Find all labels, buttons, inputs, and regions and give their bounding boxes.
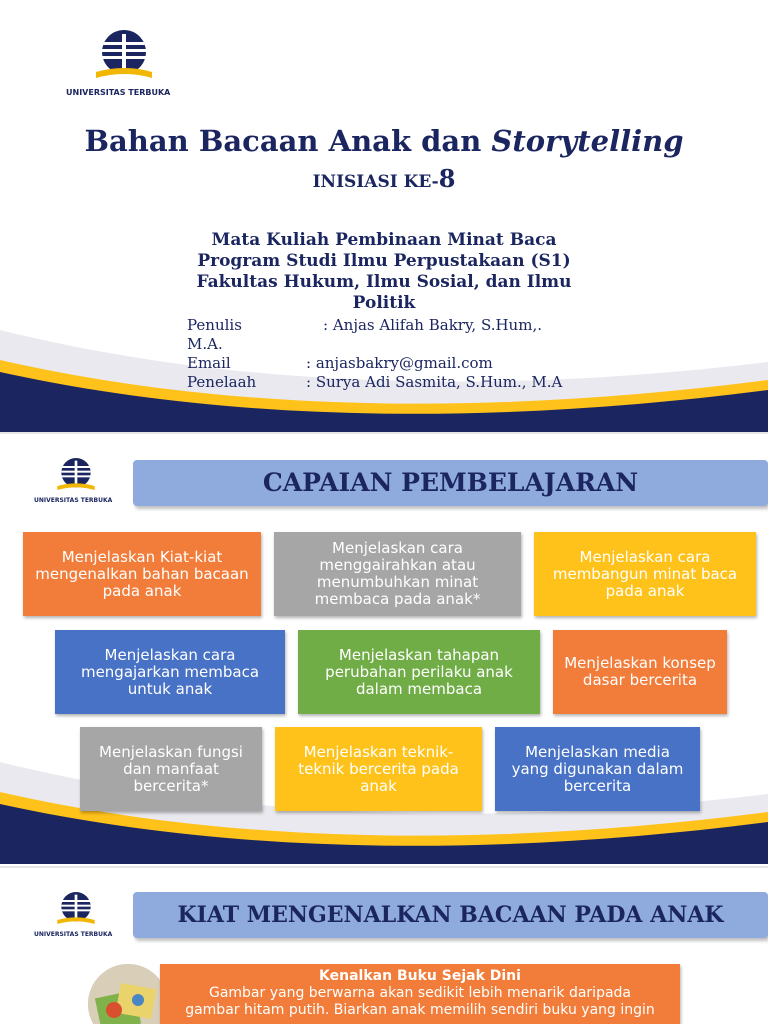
course-info	[140, 230, 628, 314]
penulis-value-cont: M.A.	[187, 335, 223, 353]
outcome-box: Menjelaskan tahapan perubahan perilaku anak dalam membaca	[298, 630, 540, 714]
course-line: Mata Kuliah Pembinaan Minat Baca	[211, 230, 557, 250]
outcome-box: Menjelaskan media yang digunakan dalam bercerita	[495, 727, 700, 811]
slide-subtitle	[0, 164, 768, 193]
logo-emblem-icon	[52, 890, 100, 930]
slide-title	[0, 0, 768, 432]
logo-text: UNIVERSITAS TERBUKA	[66, 88, 171, 97]
penulis-value: : Anjas Alifah Bakry, S.Hum,.	[323, 316, 542, 334]
course-line: Program Studi Ilmu Perpustakaan (S1)	[197, 251, 571, 271]
title-italic: Storytelling	[491, 124, 684, 158]
slide-title-heading	[0, 124, 768, 158]
book-illustration-icon	[88, 964, 168, 1024]
logo-text: UNIVERSITAS TERBUKA	[34, 931, 113, 938]
email-label: Email	[187, 354, 231, 372]
penulis-label: Penulis	[187, 316, 242, 334]
penelaah-value: : Surya Adi Sasmita, S.Hum., M.A	[306, 373, 563, 391]
penelaah-label: Penelaah	[187, 373, 257, 391]
logo-emblem-icon	[88, 28, 160, 86]
tip-heading: Kenalkan Buku Sejak Dini	[319, 968, 521, 984]
children-book-photo	[88, 964, 168, 1024]
author-meta	[187, 316, 587, 392]
outcome-box: Menjelaskan cara membangun minat baca pada anak	[534, 532, 756, 616]
course-line: Politik	[352, 293, 416, 313]
section-title-banner: KIAT MENGENALKAN BACAAN PADA ANAK	[133, 892, 768, 938]
section-title-banner: CAPAIAN PEMBELAJARAN	[133, 460, 768, 506]
outcome-box: Menjelaskan teknik-teknik bercerita pada anak	[275, 727, 482, 811]
university-logo	[52, 890, 100, 930]
title-regular: Bahan Bacaan Anak dan	[84, 124, 492, 158]
outcome-box: Menjelaskan cara mengajarkan membaca untuk anak	[55, 630, 285, 714]
logo-text: UNIVERSITAS TERBUKA	[34, 497, 113, 504]
tip-card	[160, 964, 680, 1024]
slide-learning-outcomes	[0, 432, 768, 864]
tip-text-line: gambar hitam putih. Biarkan anak memilih sendiri buku yang ingin	[185, 1002, 655, 1018]
university-logo	[88, 28, 160, 86]
subtitle-prefix: INISIASI KE-	[312, 172, 439, 192]
outcome-box: Menjelaskan konsep dasar bercerita	[553, 630, 727, 714]
slide-tips	[0, 866, 768, 1024]
course-line: Fakultas Hukum, Ilmu Sosial, dan Ilmu	[196, 272, 572, 292]
subtitle-number: 8	[438, 164, 456, 193]
email-value: : anjasbakry@gmail.com	[306, 354, 493, 372]
university-logo	[52, 456, 100, 496]
logo-emblem-icon	[52, 456, 100, 496]
outcome-box: Menjelaskan cara menggairahkan atau menumbuhkan minat membaca pada anak*	[274, 532, 521, 616]
outcome-box: Menjelaskan fungsi dan manfaat bercerita*	[80, 727, 262, 811]
tip-text-line: Gambar yang berwarna akan sedikit lebih menarik daripada	[208, 985, 632, 1001]
outcome-box: Menjelaskan Kiat-kiat mengenalkan bahan bacaan pada anak	[23, 532, 261, 616]
